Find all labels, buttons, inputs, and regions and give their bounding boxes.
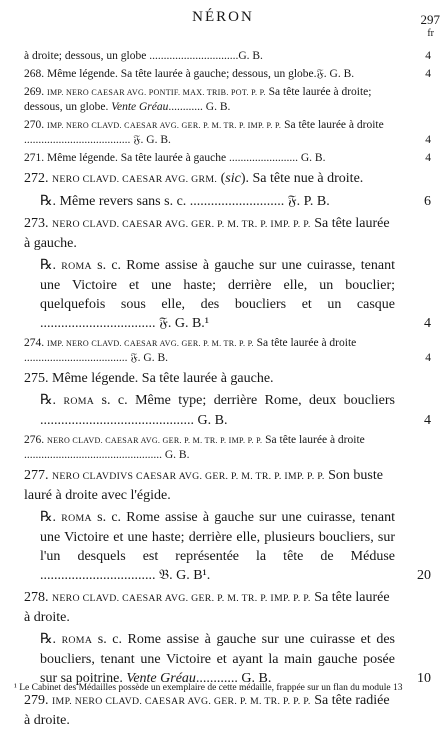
entry-text-part: ℞.	[40, 632, 62, 647]
footnote: ¹ Le Cabinet des Médailles possède un exemplaire de cette médaille, frappée sur un flan du module 13	[14, 683, 403, 693]
entry-text-part: s. c. Même type; derrière Rome, deux boucliers ............................................ G. B.	[40, 393, 395, 428]
price-value: 4	[425, 152, 431, 164]
catalogue-entry	[24, 214, 431, 253]
coin-legend: IMP. NERO CLAVD. CAESAR AVG. GER. P. M. TR. P. P.	[47, 339, 254, 348]
coin-legend: NERO CLAVD. CAESAR AVG. GER. P. M. TR. P. IMP. P. P.	[47, 436, 263, 445]
coin-legend: ROMA	[63, 396, 95, 407]
catalogue-entry	[24, 169, 431, 189]
italic-text: Vente Gréau	[111, 101, 169, 113]
catalogue-entry	[24, 118, 431, 148]
coin-legend: IMP. NERO CAESAR AVG. PONTIF. MAX. TRIB. POT. P. P.	[47, 88, 266, 97]
entry-text	[24, 49, 431, 64]
italic-text: Vente Gréau	[126, 671, 196, 686]
entry-text-part: 274.	[24, 337, 47, 349]
coin-legend: NERO CLAVD. CAESAR AVG. GER. P. M. TR. P. IMP. P. P.	[52, 219, 311, 230]
entry-text	[24, 118, 431, 148]
running-title: NÉRON	[192, 9, 254, 25]
entry-text-part: ............ G. B.	[195, 671, 272, 686]
entry-text	[24, 369, 431, 388]
entry-text-part: (	[217, 171, 226, 186]
entry-text	[24, 151, 431, 166]
coin-legend: IMP. NERO CLAVD. CAESAR AVG. GER. P. M. TR. P. IMP. P. P.	[47, 121, 282, 130]
coin-legend: NERO CLAVD. CAESAR AVG. GRM.	[52, 174, 218, 185]
entry-text-part: 276.	[24, 434, 47, 446]
catalogue-entry	[24, 466, 431, 505]
price-value: 4	[424, 413, 431, 428]
coin-legend: IMP. NERO CLAVD. CAESAR AVG. GER. P. M. TR. P. P. P.	[52, 696, 311, 707]
entry-text-part: ). Sa tête nue à droite.	[240, 171, 364, 186]
entry-text	[24, 433, 431, 463]
entry-text-part: 275. Même légende. Sa tête laurée à gauche.	[24, 371, 274, 386]
entry-text-part: 271. Même légende. Sa tête laurée à gauche ........................ G. B.	[24, 152, 326, 164]
coin-legend: ROMA	[61, 513, 92, 524]
entry-text-part: s. c. Rome assise à gauche sur une cuirasse, tenant une Victoire et une haste; derrière elle, plusieurs boucliers, sur l'un desquels est représentée la tête de Méduse ................................. 𝔅. G. B¹.	[40, 510, 395, 583]
entry-text	[40, 508, 431, 585]
entry-text-part: Sa tête laurée à droite ..................................... 𝔉. G. B.	[24, 119, 384, 146]
entry-text	[24, 85, 431, 115]
price-value: 4	[425, 134, 431, 146]
entry-text	[40, 256, 431, 333]
entry-text	[40, 630, 431, 688]
price-value: 6	[424, 194, 431, 209]
italic-text: sic	[225, 171, 241, 186]
reverse-description	[24, 630, 431, 688]
entry-text-part: Sa tête laurée à droite .................................... 𝔉. G. B.	[24, 337, 357, 364]
coin-entries-list	[24, 49, 431, 733]
entry-text-part: s. c. Rome assise à gauche sur une cuirasse, tenant une Victoire et une haste; derrière elle, un bouclier; quelquefois sous elle, des boucliers et un casque ................................. 𝔉. G. B.¹	[40, 258, 395, 331]
catalogue-entry	[24, 433, 431, 463]
entry-text	[24, 169, 431, 189]
entry-text	[24, 588, 431, 627]
catalogue-entry	[24, 151, 431, 166]
coin-legend: ROMA	[61, 261, 92, 272]
entry-text	[24, 691, 431, 730]
catalogue-entry	[24, 85, 431, 115]
coin-legend: ROMA	[61, 635, 93, 646]
entry-text	[24, 336, 431, 366]
entry-text-part: ℞.	[40, 510, 62, 525]
reverse-description	[24, 192, 431, 211]
coin-legend: NERO CLAVD. CAESAR AVG. GER. P. M. TR. P. IMP. P. P.	[52, 593, 311, 604]
price-value: 4	[425, 50, 431, 62]
entry-text-part: 279.	[24, 693, 52, 708]
entry-text-part: Son buste lauré à droite avec l'égide.	[24, 468, 383, 503]
catalogue-entry	[24, 369, 431, 388]
entry-text	[24, 466, 431, 505]
catalogue-entry	[24, 588, 431, 627]
entry-text-part: Sa tête laurée à droite ................................................ G. B.	[24, 434, 365, 461]
reverse-description	[24, 391, 431, 430]
coin-legend: NERO CLAVDIVS CAESAR AVG. GER. P. M. TR. P. IMP. P. P.	[52, 471, 325, 482]
entry-text-part: ℞.	[40, 258, 62, 273]
value-column-unit: fr	[427, 28, 434, 39]
entry-text-part: 277.	[24, 468, 52, 483]
entry-text-part: Sa tête laurée à gauche.	[24, 216, 390, 251]
entry-text-part: 269.	[24, 86, 47, 98]
price-value: 4	[424, 316, 431, 331]
reverse-description	[24, 256, 431, 333]
reverse-description	[24, 508, 431, 585]
entry-text-part: 270.	[24, 119, 47, 131]
entry-text-part: ............ G. B.	[168, 101, 231, 113]
entry-text	[24, 67, 431, 82]
entry-text-part: 278.	[24, 590, 52, 605]
entry-text-part: 273.	[24, 216, 52, 231]
entry-text-part: s. c. Rome assise à gauche sur une cuirasse et des boucliers, tenant une Victoire et ayant la main gauche posée sur sa poitrine.	[40, 632, 395, 686]
entry-text-part: Sa tête laurée à droite.	[24, 590, 390, 625]
price-value: 4	[425, 352, 431, 364]
entry-text	[40, 192, 431, 211]
entry-text-part: 272.	[24, 171, 52, 186]
price-value: 10	[417, 671, 431, 686]
entry-text-part: à droite; dessous, un globe ...............................G. B.	[24, 50, 263, 62]
entry-text	[24, 214, 431, 253]
catalogue-entry	[24, 691, 431, 730]
catalogue-entry	[24, 67, 431, 82]
price-value: 4	[425, 68, 431, 80]
price-value: 20	[417, 568, 431, 583]
entry-text-part: Sa tête radiée à droite.	[24, 693, 390, 728]
entry-text-part: ℞.	[40, 393, 64, 408]
entry-text-part: 268. Même légende. Sa tête laurée à gauche; dessous, un globe.𝔉. G. B.	[24, 68, 355, 80]
catalogue-entry	[24, 336, 431, 366]
entry-text-part: ℞. Même revers sans s. c. ........................... 𝔉. P. B.	[40, 194, 330, 209]
entry-text-part: Sa tête laurée à droite; dessous, un globe.	[24, 86, 372, 113]
page-number: 297	[420, 12, 440, 27]
catalogue-entry	[24, 49, 431, 64]
entry-text	[40, 391, 431, 430]
